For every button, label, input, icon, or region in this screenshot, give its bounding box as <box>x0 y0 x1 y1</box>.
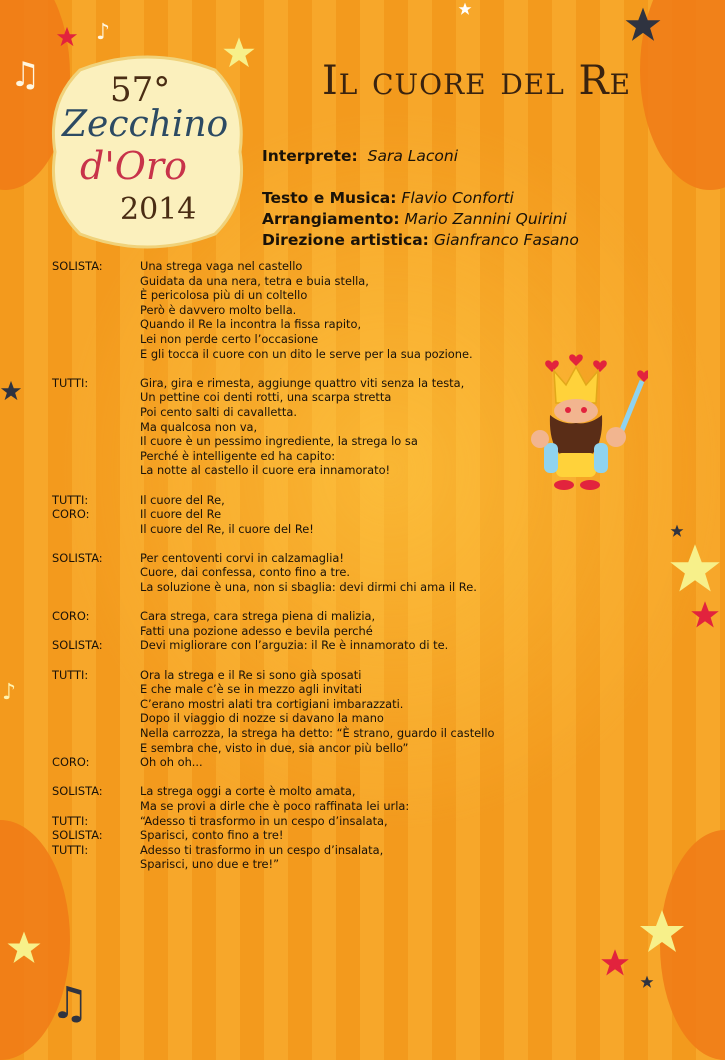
lyric-performer <box>52 420 140 435</box>
lyric-line <box>52 682 494 697</box>
lyric-line <box>52 565 494 580</box>
lyric-text: Gira, gira e rimesta, aggiunge quattro viti senza la testa, <box>140 375 465 390</box>
lyric-line <box>52 463 494 478</box>
lyric-performer <box>52 580 140 595</box>
credit-value: Sara Laconi <box>367 147 459 165</box>
lyric-text: Ma qualcosa non va, <box>140 419 258 434</box>
lyric-performer <box>52 536 140 551</box>
music-note-icon: ♫ <box>50 978 90 1029</box>
lyric-text: Una strega vaga nel castello <box>140 259 303 273</box>
lyric-line <box>52 317 494 332</box>
star-icon <box>624 6 662 44</box>
lyric-text: E gli tocca il cuore con un dito le serve per la sua pozione. <box>140 346 473 361</box>
lyric-performer <box>52 522 140 537</box>
lyric-performer <box>52 347 140 362</box>
credit-direzione <box>262 230 579 251</box>
lyric-performer: CORO: <box>52 609 90 624</box>
lyric-line <box>52 755 494 770</box>
lyric-performer <box>52 770 140 785</box>
lyric-performer <box>52 317 140 332</box>
lyric-line <box>52 814 494 829</box>
lyric-line <box>52 668 494 683</box>
lyric-text: E sembra che, visto in due, sia ancor più bello” <box>140 740 409 755</box>
lyric-performer: TUTTI: <box>52 842 89 857</box>
star-icon <box>638 908 686 956</box>
star-icon <box>690 600 720 630</box>
credit-label: Interprete: <box>262 147 358 165</box>
lyric-performer <box>52 799 140 814</box>
credit-value: Mario Zannini Quirini <box>404 210 567 228</box>
lyric-line <box>52 638 494 653</box>
lyric-text: Il cuore del Re, <box>140 492 225 507</box>
lyric-performer <box>52 857 140 872</box>
lyric-line <box>52 478 494 493</box>
lyric-line <box>52 726 494 741</box>
lyric-line <box>52 303 494 318</box>
lyric-text: Cara strega, cara strega piena di malizia, <box>140 609 376 624</box>
lyric-text: Adesso ti trasformo in un cespo d’insalata, <box>140 842 384 857</box>
lyric-performer: SOLISTA: <box>52 259 103 273</box>
lyric-performer: SOLISTA: <box>52 784 103 799</box>
lyric-line <box>52 624 494 639</box>
lyric-text: “Adesso ti trasformo in un cespo d’insalata, <box>140 813 388 828</box>
lyric-line <box>52 347 494 362</box>
credit-value: Gianfranco Fasano <box>433 231 579 249</box>
lyric-performer <box>52 711 140 726</box>
lyrics-block <box>52 259 494 872</box>
king-illustration <box>528 345 648 495</box>
lyric-line <box>52 536 494 551</box>
star-icon <box>640 975 654 989</box>
lyric-text: Oh oh oh... <box>140 755 203 770</box>
song-title: Il cuore del Re <box>322 58 632 104</box>
lyric-line <box>52 741 494 756</box>
lyric-text: Fatti una pozione adesso e bevila perché <box>140 623 373 638</box>
lyric-performer: SOLISTA: <box>52 828 103 843</box>
lyric-text: Perché è intelligente ed ha capito: <box>140 448 336 463</box>
lyric-text: Per centoventi corvi in calzamaglia! <box>140 550 344 565</box>
lyric-text: Lei non perde certo l’occasione <box>140 331 319 346</box>
lyric-line <box>52 390 494 405</box>
lyric-performer: SOLISTA: <box>52 550 103 565</box>
lyric-line <box>52 361 494 376</box>
lyric-line <box>52 609 494 624</box>
lyric-performer <box>52 361 140 376</box>
star-icon <box>0 380 22 402</box>
lyric-line <box>52 857 494 872</box>
lyric-line <box>52 653 494 668</box>
music-note-icon: ♫ <box>10 55 41 95</box>
lyric-text: Un pettine coi denti rotti, una scarpa stretta <box>140 390 392 405</box>
lyric-line <box>52 274 494 289</box>
logo-name-line1: Zecchino <box>62 104 229 145</box>
lyric-line <box>52 332 494 347</box>
lyric-performer: SOLISTA: <box>52 638 103 653</box>
lyric-performer: TUTTI: <box>52 667 89 682</box>
lyric-line <box>52 595 494 610</box>
credit-testo <box>262 188 579 209</box>
lyric-line <box>52 376 494 391</box>
lyric-performer <box>52 478 140 493</box>
logo-year: 2014 <box>120 192 197 227</box>
lyric-text: Ma se provi a dirle che è poco raffinata lei urla: <box>140 798 410 813</box>
star-icon <box>668 542 722 596</box>
lyric-text: E che male c’è se in mezzo agli invitati <box>140 682 363 697</box>
lyric-performer: TUTTI: <box>52 375 89 390</box>
lyric-line <box>52 697 494 712</box>
lyric-line <box>52 405 494 420</box>
lyric-text: Il cuore è un pessimo ingrediente, la strega lo sa <box>140 434 418 449</box>
lyric-text: Quando il Re la incontra la fissa rapito, <box>140 317 362 332</box>
lyric-text: Devi migliorare con l’arguzia: il Re è innamorato di te. <box>140 638 449 653</box>
lyric-performer <box>52 390 140 405</box>
lyric-performer: TUTTI: <box>52 492 89 507</box>
lyric-performer <box>52 449 140 464</box>
lyric-text: Sparisci, uno due e tre!” <box>140 857 280 872</box>
credit-arrangiamento <box>262 209 579 230</box>
lyric-line <box>52 799 494 814</box>
lyric-line <box>52 784 494 799</box>
lyric-performer <box>52 405 140 420</box>
lyric-performer <box>52 653 140 668</box>
lyric-line <box>52 522 494 537</box>
lyric-line <box>52 449 494 464</box>
lyric-text: Sparisci, conto fino a tre! <box>140 828 284 843</box>
credit-label: Testo e Musica: <box>262 189 397 207</box>
lyric-performer: CORO: <box>52 507 90 522</box>
lyric-performer <box>52 274 140 289</box>
credit-label: Arrangiamento: <box>262 210 400 228</box>
lyric-text: C’erano mostri alati tra cortigiani imbarazzati. <box>140 696 404 711</box>
zecchino-doro-logo <box>50 52 245 252</box>
lyric-performer <box>52 434 140 449</box>
credit-label: Direzione artistica: <box>262 231 429 249</box>
lyric-performer <box>52 595 140 610</box>
lyric-performer <box>52 682 140 697</box>
lyric-performer <box>52 741 140 756</box>
lyric-line <box>52 770 494 785</box>
lyric-performer <box>52 303 140 318</box>
logo-edition: 57° <box>110 70 171 110</box>
lyric-text: Cuore, dai confessa, conto fino a tre. <box>140 565 350 580</box>
lyric-line <box>52 434 494 449</box>
star-icon <box>670 524 684 538</box>
lyric-performer <box>52 697 140 712</box>
lyric-text: La soluzione è una, non si sbaglia: devi dirmi chi ama il Re. <box>140 580 477 595</box>
lyric-line <box>52 828 494 843</box>
lyric-line <box>52 507 494 522</box>
lyric-line <box>52 843 494 858</box>
lyric-text: Dopo il viaggio di nozze si davano la mano <box>140 711 384 726</box>
credit-value: Flavio Conforti <box>401 189 514 207</box>
lyric-line <box>52 288 494 303</box>
lyric-text: Però è davvero molto bella. <box>140 302 297 317</box>
lyric-line <box>52 711 494 726</box>
lyric-text: Il cuore del Re <box>140 507 222 522</box>
credit-interprete <box>262 146 579 167</box>
lyric-text: Ora la strega e il Re si sono già sposati <box>140 667 362 682</box>
credits-block <box>262 146 579 251</box>
lyric-text: La strega oggi a corte è molto amata, <box>140 784 356 799</box>
music-note-icon: ♪ <box>2 680 17 705</box>
lyric-text: È pericolosa più di un coltello <box>140 288 308 303</box>
lyric-line <box>52 493 494 508</box>
star-icon <box>600 948 630 978</box>
lyric-performer <box>52 288 140 303</box>
lyric-line <box>52 551 494 566</box>
lyric-line <box>52 580 494 595</box>
lyric-text: Il cuore del Re, il cuore del Re! <box>140 521 314 536</box>
lyric-performer: TUTTI: <box>52 813 89 828</box>
lyric-performer <box>52 726 140 741</box>
lyric-performer <box>52 463 140 478</box>
lyric-performer <box>52 565 140 580</box>
lyric-text: Guidata da una nera, tetra e buia stella, <box>140 273 369 288</box>
lyric-text: Nella carrozza, la strega ha detto: “È strano, guardo il castello <box>140 726 495 740</box>
music-note-icon: ♪ <box>96 20 111 45</box>
star-icon <box>458 2 472 16</box>
lyric-line <box>52 259 494 274</box>
lyric-text: La notte al castello il cuore era innamorato! <box>140 463 391 478</box>
star-icon <box>56 26 78 48</box>
lyric-performer: CORO: <box>52 755 90 770</box>
lyric-text: Poi cento salti di cavalletta. <box>140 404 297 419</box>
star-icon <box>6 930 42 966</box>
lyric-performer <box>52 332 140 347</box>
lyric-performer <box>52 624 140 639</box>
logo-name-line2: d'Oro <box>80 144 187 188</box>
lyric-line <box>52 420 494 435</box>
